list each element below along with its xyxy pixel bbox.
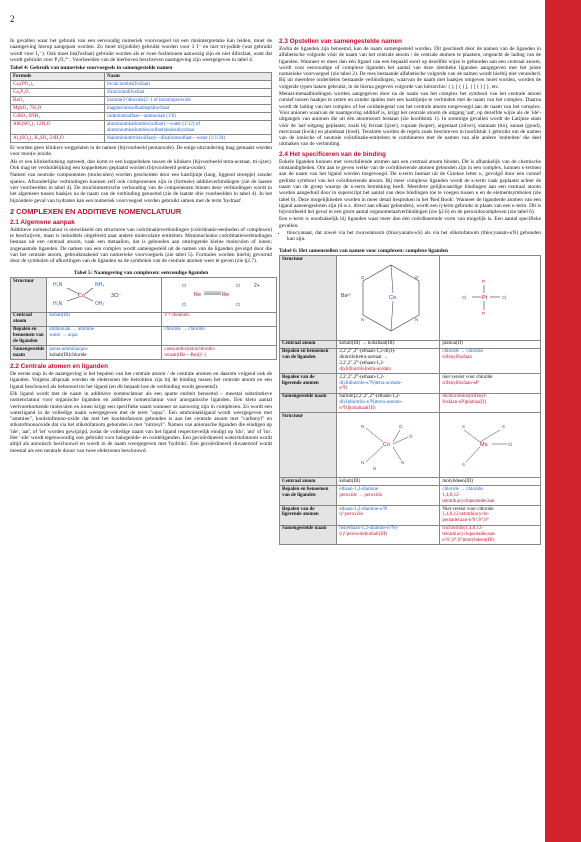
bullet-list (279, 230, 541, 243)
svg-text:Re: Re (222, 291, 230, 298)
table6-donors-c: ethaan-1,2-diamine-κ²N η²-peroxido (337, 505, 440, 525)
table5-label: Bepalen en benoemen van de liganden (11, 326, 47, 346)
section-heading-complexes: 2 COMPLEXEN EN ADDITIEVE NOMENCLATUUR (10, 206, 182, 216)
cobalt-complex-structure (49, 279, 159, 309)
svg-text:Cl: Cl (182, 301, 187, 307)
table4-header-formula: Formule (11, 73, 105, 81)
svg-text:Cl: Cl (462, 294, 467, 300)
table6-donors-a: 2,2′,2″,2‴-(ethaan-1,2- diylidinitrilo-κ²N)tetra-acetato- κ⁴O (337, 374, 440, 394)
table4-formula: Ca₂P₂O₇ (11, 89, 105, 97)
table5-central-a: kobalt(III) (47, 312, 162, 326)
table6-label: Bepalen van de ligerende atomen (280, 374, 337, 394)
svg-text:H₃N: H₃N (53, 300, 63, 307)
table6-name-d: trichlorido(1,4,8,12- tetrathiacyclopentadecaan- κ³S¹,S⁴,S⁸)molybdeen(III) (440, 525, 541, 545)
table5-name-b: caesiumbis(tetrachlorido- renaat)(Re—Re)(2−) (162, 346, 277, 360)
structure-cell (440, 413, 541, 478)
molybdenum-complex-structure (442, 414, 532, 474)
svg-text:O: O (415, 274, 419, 280)
ligand-naming-paragraph: Elk ligand wordt met de naam in additieve nomenclatuur als een aparte entiteit benoemd – meestal substitutieve nomenclatuur voor organische liganden en additieve nomenclatuur voor anorganische liganden. Een klein aantal veelvoorkomende moleculen en ionen krijgt een specifieke naam wanneer ze aanwezig zijn in complexen. Zo wordt een waterligand in de volledige naam weergegeven met de term "aqua". Een ammoniakligand wordt weergegeven met "ammine", koolstofmono-oxide dat met het koolstofatoom gebonden is aan het centrale atoom met "carbonyl" en stikstofmonooxide dat via het stikstofatoom gebonden is met "nitrosyl". Namen van anionische liganden die eindigen op 'ide', 'aat', of 'iet' worden gewijzigd, zodat de volledige naam van het ligand respectievelijk eindigt op 'ido', 'ato' of 'ito'. Het '-ide' wordt tegenwoordig ook gebruikt voor halogenide- en oxideliganden. Een gecoördineerd waterstofatoom wordt altijd als anionisch beschouwd en wordt in de naam weergegeven met 'hydrido'. Een gecoördineerd diwaterstof wordt meestal als een neutrale donor van twee elektronen beschouwd. (10, 390, 272, 454)
table-row (11, 121, 272, 135)
table6-label: Bepalen van de ligerende atomen (280, 505, 337, 525)
table4-name: aluminiumkaliumbis(sulfaat)—water (1/12) of aluminiumkaliumbis(sulfaat)dodecahydraat (104, 121, 271, 135)
svg-text:NH₃: NH₃ (95, 281, 105, 288)
table6-label: Bepalen en benoemen van de liganden (280, 486, 337, 506)
svg-text:Mo: Mo (480, 442, 489, 448)
right-column (279, 38, 541, 545)
metal-bond-paragraph: Metaal-metaalbindingen worden aangegeven door na de naam van het complex het symbool van het centrale atoom cursief tussen haakjes te zetten en zonder spaties met een kastlijntje te verbinden met de naam van het complex. Daarna wordt de lading van het complex of het oxidatiegetal van het centrale atoom toegevoegd aan de naam van het complex. Voor anionen waarvan de naamgeving additief is, krijgt het centrale atoom de uitgang 'aat', op dezelfde wijze als de 'ide'-uitgangen van anionen die uit één atoomsoort bestaan (zie hoofdstuk 1). In sommige gevallen wordt de Latijnse stam vóór de 'aat'-uitgang geplaatst, zoals bij ferraat (ijzer), cupraat (koper), argentaat (zilver), stannaat (tin), auraat (goud), mercuraat (kwik) en plumbaat (lood). Tenslotte worden de regels zoals beschreven in hoofdstuk 1 gebruikt om de namen van de ionische of neutrale coördinatie-entiteiten te combineren met de namen van alle andere 'entiteiten' die deel uitmaken van de verbinding. (279, 91, 541, 148)
svg-text:Re: Re (194, 291, 202, 298)
table6-central-c: kobalt(III) (337, 478, 440, 486)
structure-cell (162, 277, 277, 312)
table-row (11, 105, 272, 113)
svg-text:N: N (361, 460, 365, 465)
table4-name: dialuminiumtris(sulfaat)—dikaliumsulfaat—water (1/1/24) (104, 135, 271, 143)
table4-name: magnesiumsulfaatheptahydraat (104, 105, 271, 113)
svg-text:P: P (482, 310, 486, 316)
additive-paragraph: Additieve nomenclatuur is ontwikkeld om structuren van coördinatieverbindingen (coördinatie-eenheden of complexen) te beschrijven, maar is inmiddels uitgebreid naar andere moleculaire entiteiten. Mononucleaire coördinatieverbindingen bestaan uit een centraal atoom, vaak een metaalion, dat is gebonden aan omringende kleine moleculen of ionen; zogenaamde liganden. De namen van een complex wordt samengesteld uit de namen van de liganden gevolgd door die van het centrale atoom, gebruikmakend van numerieke voorvoegsels (zie tabel 5). Formules worden hierbij gevormd door de symbolen of afkortingen van de liganden na de symbolen van de centrale atomen weer te geven (zie §2.7). (10, 226, 272, 265)
table6-label: Structuur (280, 413, 337, 478)
svg-text:N: N (361, 424, 365, 429)
table4-name: tricalciumbis(fosfaat) (104, 81, 271, 89)
svg-text:Cl: Cl (508, 442, 513, 447)
intro-paragraph: In gevallen waar het gebruik van een eenvoudig numeriek voorvoegsel tot een misinterpretatie kan leiden, moet de naamgeving hierop aangepast worden. Zo moet tri(jodide) gebruikt worden voor 3 I⁻ en niet tri-jodide (wat gebruikt wordt voor I₃⁻). Ook moet bis(fosfaat) gebruikt worden als er twee fosfationen aanwezig zijn en niet difosfaat, want dat wordt gebruikt voor P₂O₇⁴⁻. Voorbeelden van de hierboven beschreven naamgeving zijn weergegeven in tabel 4. (10, 38, 272, 63)
table6-central-d: molybdeen(III) (440, 478, 541, 486)
compose-paragraph: Zodra de liganden zijn benoemd, kan de naam samengesteld worden. Dit geschiedt door de namen van de liganden in alfabetische volgorde vóór de naam van het centrale atoom / de centrale atomen te plaatsen, ongeacht de lading van de liganden. Wanneer er meer dan één ligand van een bepaald soort op dezelfde wijze is gebonden aan een centraal atoom, wordt voor eenvoudige of complexe liganden het aantal van deze identieke liganden aangegeven met het juiste numerieke voorvoegsel (zie tabel 2). De rees bestaande alfabetische volgorde van de namen wordt hierbij niet veranderd. Bij uit meerdere onderdelen bestaande verbindingen, waarvan de naam met haakjes omgeven moet worden, worden de volgende typen haken gebruikt, in de hierna gegeven volgorde van hiërarchie: ( ), [ ( ) ], { [ ( ) ] }, etc. (279, 46, 541, 90)
svg-text:H₃N: H₃N (53, 281, 63, 288)
table-row (11, 81, 272, 89)
svg-text:Co: Co (383, 442, 391, 448)
svg-text:S: S (502, 424, 506, 429)
rhenium-complex-structure (164, 279, 274, 309)
left-column (10, 38, 272, 455)
table5-label: Centraal atoom (11, 312, 47, 326)
table4-formula: CdSO₄·6NH₃ (11, 113, 105, 121)
table6-label: Centraal atoom (280, 340, 337, 348)
table5-name-a: penta-amminiaqua- kobalt(III)chloride (47, 346, 162, 360)
subsection-heading-general: 2.1 Algemene aanpak (10, 218, 75, 226)
svg-text:N: N (373, 466, 377, 471)
hyphen-paragraph: Als er een klinkerbotsing optreedt, dan komt er een koppelteken tussen de klinkers (bijvoorbeeld tetra-acetaat, tri-ijzer). Ook mag ter verduidelijking een koppelteken geplaatst worden (bijvoorbeeld penta-oxide). (10, 158, 272, 172)
table6-ligands-a: 2,2′,2″,2‴-(ethaan-1,2-diyl)- dinitrilo)tetra-acetaat → 2,2′,2″,2‴-(ethaan-1,2- diylidinitrilo)tetra-acetato (337, 348, 440, 373)
table6-name-c: bis(ethaan-1,2-diamine-κ²N)- (η²-peroxido)kobalt(III) (337, 525, 440, 545)
svg-text:Cl: Cl (236, 282, 241, 288)
components-paragraph: Namen van neutrale componenten (moleculen) worden gescheiden door een kastlijntje (lang, liggend streepje) zonder spaties. Afzonderlijke verbindingen kunnen zelf ook componenten zijn in (formele) additieverbindingen (zie de laatste vier voorbeelden in tabel 4). De stoichiometrische verhouding van de componenten binnen deze verbindingen wordt in het algemeen tussen haakjes na de naam van de verbinding genoemd (zie de laatste drie voorbeelden in tabel 4). In het bijzondere geval van hydraten kan een numeriek voorvoegsel worden gebruikt samen met de term 'hydraat'. (10, 172, 272, 204)
table-row (11, 113, 272, 121)
table6-caption: Tabel 6: Het samenstellen van namen voor complexen: complexe liganden (279, 247, 449, 254)
red-side-bar (545, 0, 581, 842)
table6-label: Samengestelde naam (280, 525, 337, 545)
page-number: 2 (10, 14, 15, 24)
table4 (10, 72, 272, 143)
svg-text:P: P (482, 278, 486, 284)
svg-text:3Cl⁻: 3Cl⁻ (111, 292, 122, 299)
table6-label: Centraal atoom (280, 478, 337, 486)
table4-formula: MgSO₄·7H₂O (11, 105, 105, 113)
central-atoms-paragraph: De eerste stap in de naamgeving is het bepalen van het centrale atoom / de centrale atomen en daarom volgend ook de liganden. Volgens afspraak worden de elektronen die betrokken zijn bij de binding tussen het centrale atoom en een ligand beschouwd als behorend tot het ligand (en dit bepaalt hoe de verbinding wordt genoemd). (10, 371, 272, 390)
kappa-paragraph: Enkele liganden kunnen met verschillende atomen aan een centraal atoom binden. Dit is afhankelijk van de chemische omstandigheden. Om aan te geven welke van de coördinerende atomen gebonden zijn in een complex, kunnen κ-termen aan de naam van het ligand worden toegevoegd. De κ-term bestaat uit de Griekse letter κ, gevolgd door een cursief gedrukt symbool van het coördinerende atoom. Bij meer complexe liganden wordt de κ-term vaak geplaatst achter de naam van de groep waarop de κ-term betrekking heeft. Meerdere gelijkwaardige bindingen aan een centraal atoom worden aangeduid door in superscript het aantal van deze bindingen toe te voegen tussen κ en de elementsymbolen (zie tabel 6). Deze mogelijkheden worden in meer detail besproken in het 'Red Book'. Wanneer de liganderde atomen van een ligand aaneengesloten zijn (d.w.z. direct aan elkaar gebonden), wordt een η-term gebruikt in plaats van een κ-term. Dit is bijvoorbeeld het geval in een groot aantal organometaalverbindingen (zie §2.6) en de peroxidocomplexen (zie tabel 6). (279, 158, 541, 216)
table4-formula: Ca₃(PO₄)₂ (11, 81, 105, 89)
table4-formula: AlK(SO₄)₂·12H₂O (11, 121, 105, 135)
table-row (11, 97, 272, 105)
svg-text:S: S (462, 462, 466, 467)
table4-name: dicalciumdifosfaat (104, 89, 271, 97)
svg-text:O: O (361, 274, 365, 280)
table4-name: barium(2•)dioxide(2−) of bariumperoxide (104, 97, 271, 105)
table6-donors-d: Niet vereist voor chloride 1,4,8,12-tetrathiacyclo- pentadecaan-κ³S¹,S⁴,S⁸ (440, 505, 541, 525)
svg-text:Pt: Pt (482, 294, 488, 301)
structure-cell (337, 413, 440, 478)
table5 (10, 277, 277, 360)
svg-text:Co: Co (78, 292, 86, 299)
table6-label: Structuur (280, 255, 337, 340)
svg-text:Cl: Cl (182, 282, 187, 288)
table6-name-a: barium[2,2′,2″,2‴-(ethaan-1,2- diyl)dinitrilo-κ²N)tetra-acetato- κ⁴O]kobaltaat(III) (337, 393, 440, 413)
svg-text:2+: 2+ (254, 282, 261, 289)
table6-label: Samengestelde naam (280, 393, 337, 413)
table5-label: Samengestelde naam (11, 346, 47, 360)
svg-text:Cl: Cl (502, 294, 507, 300)
list-item: • thiocyanaat, dat zowel via het zwavelatoom (thiocyanato-κS) als via het stikstofatoom (thiocyanato-κN) gebonden kan zijn. (287, 230, 541, 243)
table6-central-a: kobalt(III) → kobaltaat(III) (337, 340, 440, 348)
table6-ligands-c: ethaan-1,2-diamine peroxide → peroxido (337, 486, 440, 506)
table5-caption: Tabel 5: Naamgeving van complexen: eenvoudige liganden (73, 269, 209, 276)
table5-central-b: 2 × rhenium (162, 312, 277, 326)
svg-text:OH₂: OH₂ (95, 300, 105, 307)
table6-name-b: dichloridobis(trifenyl- fosfaan-κP)platina(II) (440, 393, 541, 413)
table6-ligands-d: chloride → chlorido 1,4,8,12- tetrathiacyclopentadecaan (440, 486, 541, 506)
svg-text:Cl: Cl (236, 301, 241, 307)
peroxido-cobalt-structure (339, 414, 437, 474)
table6 (279, 255, 541, 545)
svg-text:N: N (361, 316, 365, 322)
svg-text:O: O (409, 434, 413, 439)
table6-ligands-b: chloride → chlorido trifenylfosfaan (440, 348, 541, 373)
table6-donors-b: niet vereist voor chloride trifenylfosfaan-κP (440, 374, 541, 394)
table5-ligands-a: ammoniak → ammine water → aqua (47, 326, 162, 346)
edta-cobalt-structure (339, 257, 437, 337)
platinum-complex-structure (442, 257, 532, 337)
svg-text:Ba²⁺: Ba²⁺ (341, 292, 352, 299)
structure-cell (47, 277, 162, 312)
table-row (11, 135, 272, 143)
subsection-heading-compose: 2.3 Opstellen van samengestelde namen (279, 38, 402, 45)
table4-caption: Tabel 4: Gebruik van numerieke voorvoegsels in samengestelde namen (10, 65, 173, 72)
table4-name: cadmiumsulfaat—ammoniak (1/6) (104, 113, 271, 121)
kappa-cases-paragraph: Een κ-term is noodzakelijk bij liganden waar meer dan één coördinerende vorm van mogelijk is. Een aantal specifieke gevallen: (279, 216, 541, 229)
table4-formula: Al₂(SO₄)₃·K₂SO₄·24H₂O (11, 135, 105, 143)
svg-text:O: O (399, 424, 403, 429)
svg-text:S: S (462, 424, 466, 429)
table5-ligands-b: chloride → chlorido (162, 326, 277, 346)
svg-text:Co: Co (389, 294, 397, 301)
table4-formula: BaO₂ (11, 97, 105, 105)
svg-text:N: N (401, 460, 405, 465)
svg-text:N: N (415, 316, 419, 322)
vowel-paragraph: Er worden geen klinkers weggelaten in de namen (bijvoorbeeld pentaoxide). De enige uitzondering mag gemaakt worden voor mon(o-)oxide. (10, 145, 272, 158)
structure-cell (337, 255, 440, 340)
table5-label: Structuur (11, 277, 47, 312)
table4-header-name: Naam (104, 73, 271, 81)
table6-label: Bepalen en benoemen van de liganden (280, 348, 337, 373)
subsection-heading-specify: 2.4 Het specificeren van de binding (279, 150, 386, 158)
structure-cell (440, 255, 541, 340)
table-row (11, 89, 272, 97)
table6-central-b: platina(II) (440, 340, 541, 348)
subsection-heading-central: 2.2 Centrale atomen en liganden (10, 363, 109, 371)
